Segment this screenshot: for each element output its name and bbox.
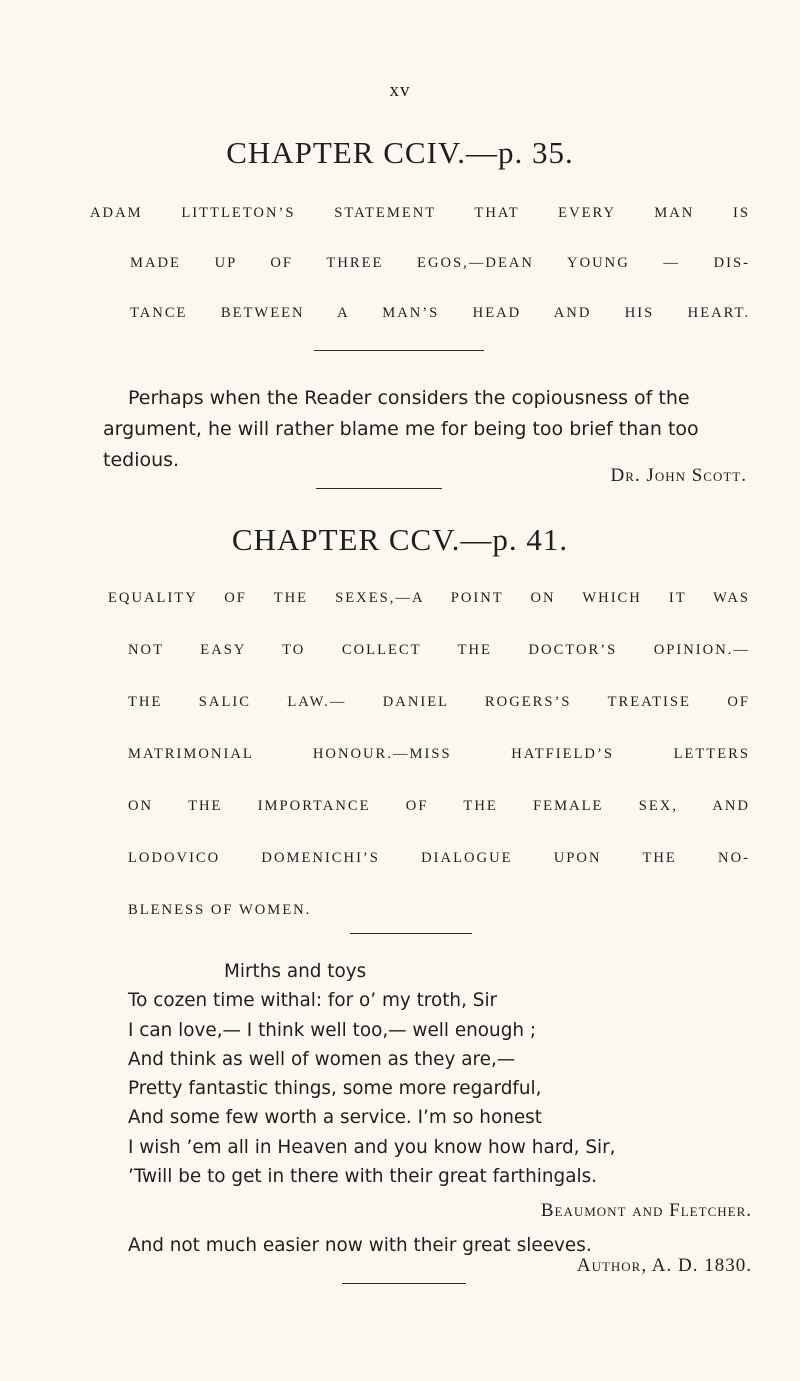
summary-line: ON THE IMPORTANCE OF THE FEMALE SEX, AND xyxy=(128,798,750,814)
verse-quote xyxy=(128,957,758,1191)
note-attribution: Author, A. D. 1830. xyxy=(576,1255,752,1276)
summary-line: THE SALIC LAW.— DANIEL ROGERS’S TREATISE OF xyxy=(128,694,750,710)
chapter-heading-ccv: CHAPTER CCV.—p. 41. xyxy=(231,522,569,557)
verse-line: And some few worth a service. I’m so honest xyxy=(128,1107,542,1129)
summary-line: MATRIMONIAL HONOUR.—MISS HATFIELD’S LETTERS xyxy=(128,746,750,762)
divider xyxy=(342,1283,466,1284)
divider xyxy=(314,350,484,351)
chapter-cciv-summary xyxy=(90,203,750,323)
quote-attribution: Dr. John Scott. xyxy=(610,465,747,486)
chapter-ccv-summary xyxy=(108,588,750,920)
verse-line: And think as well of women as they are,— xyxy=(128,1048,516,1070)
divider xyxy=(316,488,442,489)
summary-line: NOT EASY TO COLLECT THE DOCTOR’S OPINION.— xyxy=(128,642,750,658)
summary-line: MADE UP OF THREE EGOS,—DEAN YOUNG — DIS- xyxy=(130,255,750,271)
summary-line: EQUALITY OF THE SEXES,—A POINT ON WHICH IT WAS xyxy=(108,590,750,606)
divider xyxy=(350,933,472,934)
chapter-heading-cciv: CHAPTER CCIV.—p. 35. xyxy=(226,135,574,170)
verse-attribution: Beaumont and Fletcher. xyxy=(540,1200,752,1221)
verse-line: ’Twill be to get in there with their great farthingals. xyxy=(128,1166,597,1188)
chapter-cciv-quote xyxy=(103,383,749,476)
verse-line: Mirths and toys xyxy=(224,961,367,982)
summary-line: TANCE BETWEEN A MAN’S HEAD AND HIS HEART. xyxy=(130,305,750,321)
quote-line: Perhaps when the Reader considers the copiousness of the xyxy=(128,387,690,409)
summary-line: ADAM LITTLETON’S STATEMENT THAT EVERY MAN IS xyxy=(90,205,750,221)
page-number: xv xyxy=(389,80,411,101)
verse-line: I can love,— I think well too,— well enough ; xyxy=(128,1019,537,1041)
verse-line: Pretty fantastic things, some more regardful, xyxy=(128,1078,542,1100)
verse-line: I wish ’em all in Heaven and you know how hard, Sir, xyxy=(128,1136,616,1158)
note-line: And not much easier now with their great sleeves. xyxy=(128,1235,592,1256)
verse-line: To cozen time withal: for o’ my troth, Sir xyxy=(128,990,498,1012)
summary-line: LODOVICO DOMENICHI’S DIALOGUE UPON THE NO- xyxy=(128,850,750,866)
quote-line: argument, he will rather blame me for being too brief than too xyxy=(103,418,699,440)
quote-line: tedious. xyxy=(103,449,180,471)
summary-line-last: BLENESS OF WOMEN. xyxy=(128,902,312,918)
